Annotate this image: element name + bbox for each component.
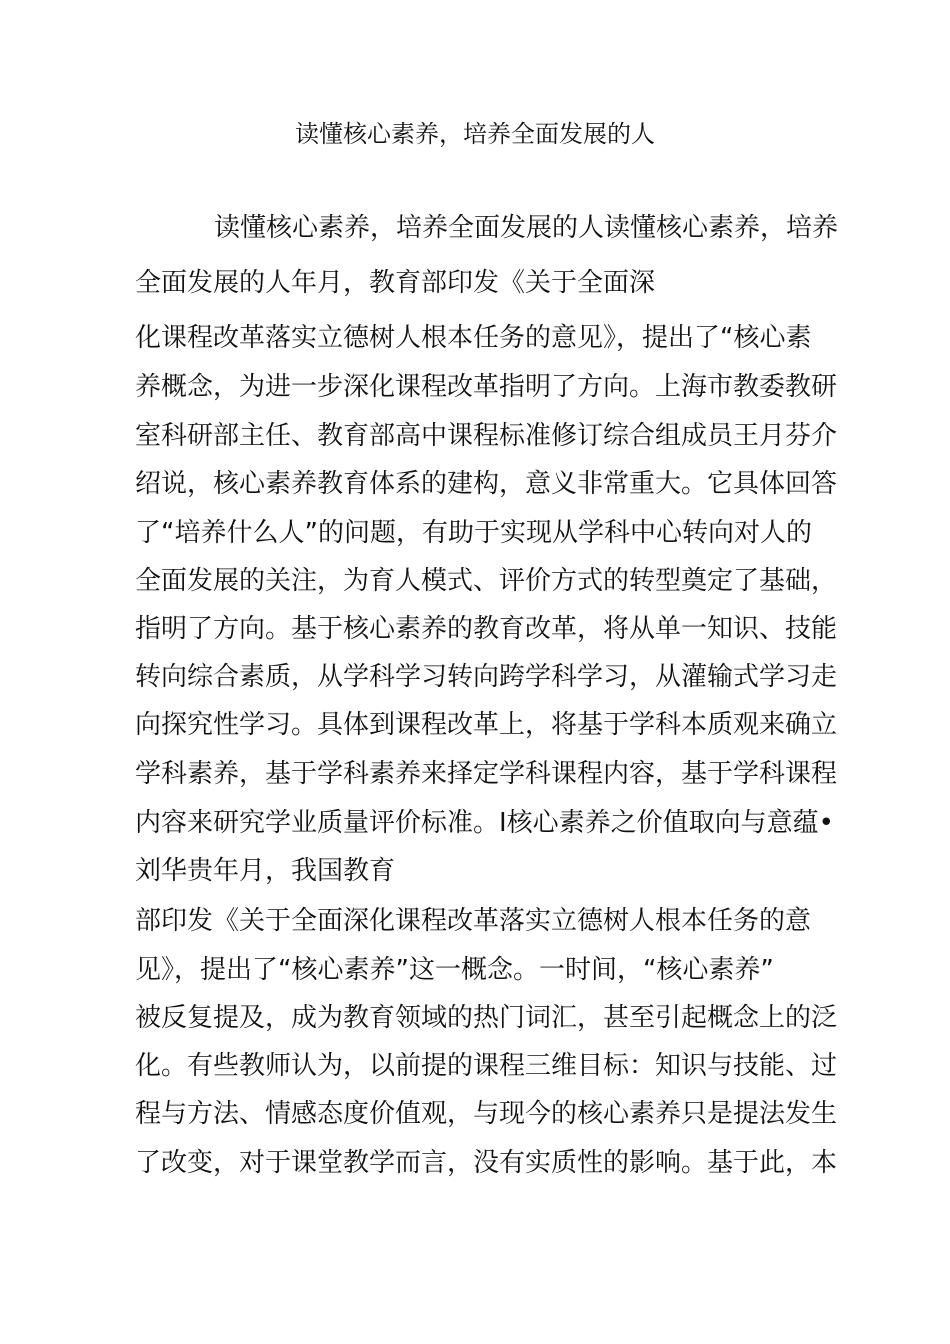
text-line: 转向综合素质，从学科学习转向跨学科学习，从灌输式学习走 (135, 662, 838, 692)
text-line: 见》，提出了“核心素养”这一概念。一时间，“核心素养” (135, 955, 774, 985)
text-line: 刘华贵年月，我国教育 (135, 856, 396, 886)
text-line: 室科研部主任、教育部高中课程标准修订综合组成员王月芬介 (135, 421, 838, 451)
text-line: 读懂核心素养，培养全面发展的人读懂核心素养，培养 (214, 213, 839, 243)
text-line: 养概念，为进一步深化课程改革指明了方向。上海市教委教研 (135, 372, 838, 402)
text-line: 全面发展的人年月，教育部印发《关于全面深 (135, 268, 656, 298)
document-title: 读懂核心素养，培养全面发展的人 (295, 120, 655, 148)
text-line: 内容来研究学业质量评价标准。I核心素养之价值取向与意蕴• (135, 808, 835, 838)
text-line: 向探究性学习。具体到课程改革上，将基于学科本质观来确立 (135, 710, 838, 740)
text-line: 部印发《关于全面深化课程改革落实立德树人根本任务的意 (135, 906, 812, 936)
text-line: 了“培养什么人”的问题，有助于实现从学科中心转向对人的 (135, 518, 812, 548)
text-line: 程与方法、情感态度价值观，与现今的核心素养只是提法发生 (135, 1099, 838, 1129)
text-line: 绍说，核心素养教育体系的建构，意义非常重大。它具体回答 (135, 469, 838, 499)
text-line: 了改变，对于课堂教学而言，没有实质性的影响。基于此，本 (135, 1148, 838, 1178)
text-line: 学科素养，基于学科素养来择定学科课程内容，基于学科课程 (135, 759, 838, 789)
text-line: 化课程改革落实立德树人根本任务的意见》，提出了“核心素 (135, 323, 812, 353)
text-line: 化。有些教师认为，以前提的课程三维目标：知识与技能、过 (135, 1051, 838, 1081)
text-line: 指明了方向。基于核心素养的教育改革，将从单一知识、技能 (135, 614, 838, 644)
text-line: 被反复提及，成为教育领域的热门词汇，甚至引起概念上的泛 (135, 1003, 838, 1033)
text-line: 全面发展的关注，为育人模式、评价方式的转型奠定了基础， (135, 566, 838, 596)
